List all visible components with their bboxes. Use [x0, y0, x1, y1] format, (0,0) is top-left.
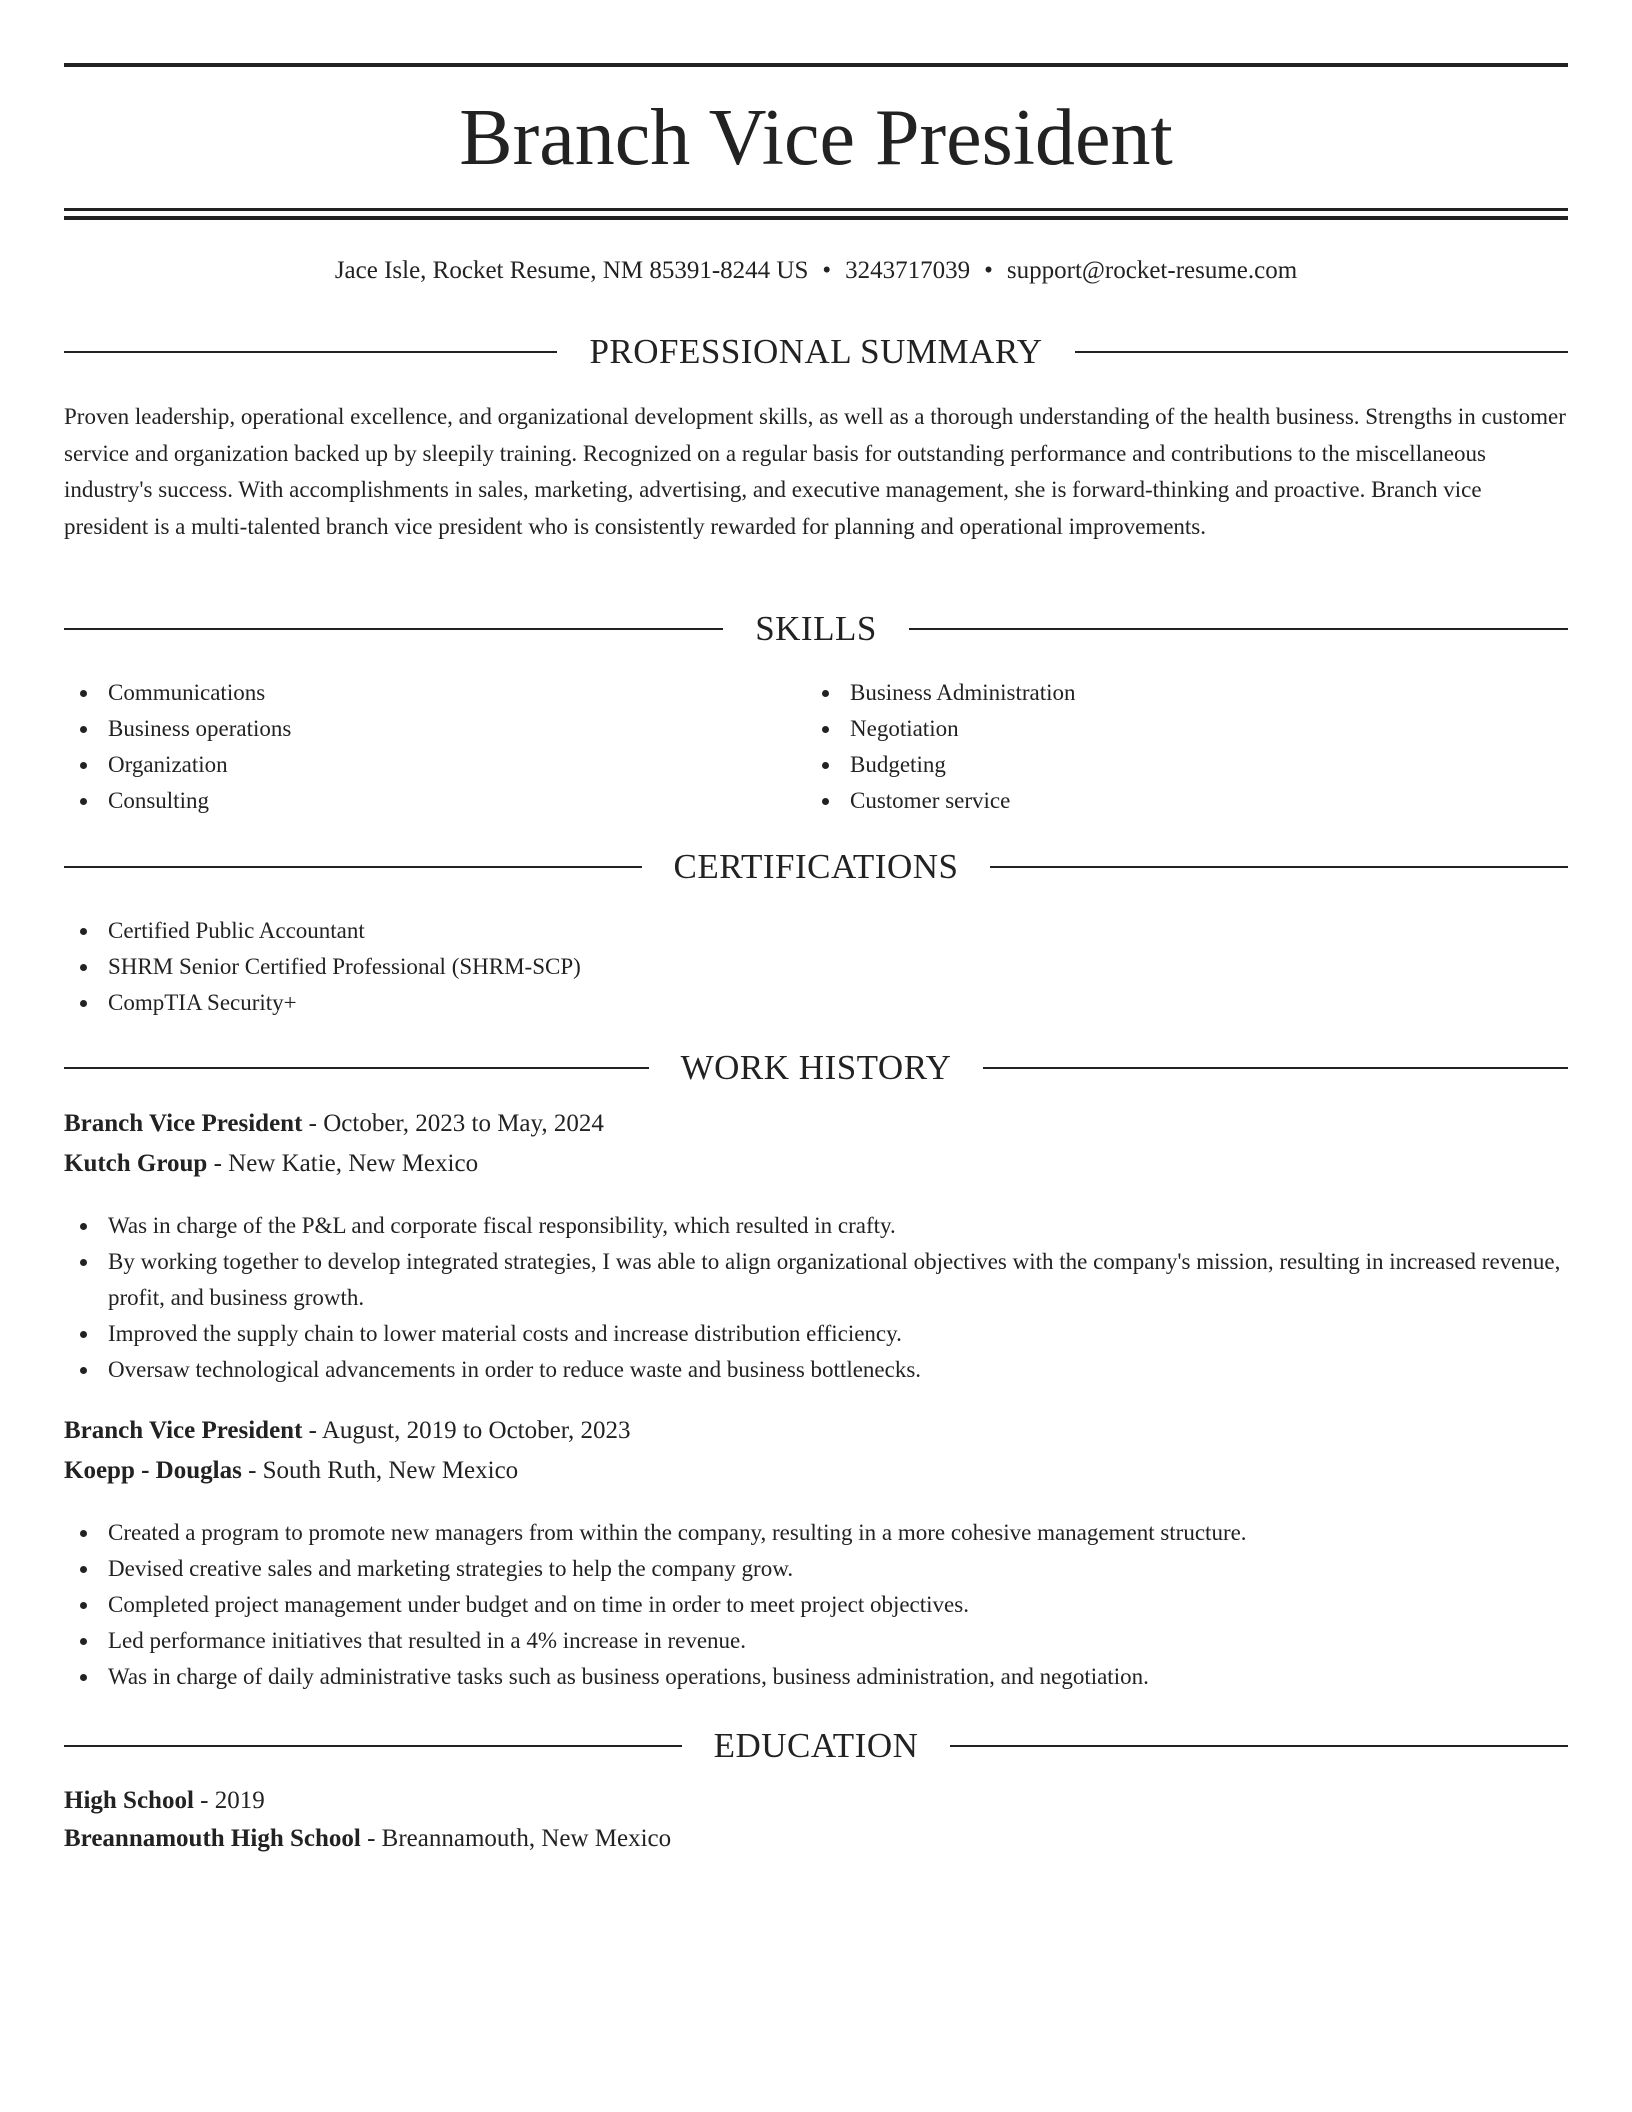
- heading-label: SKILLS: [755, 609, 877, 648]
- heading-rule: [990, 866, 1568, 868]
- job-company-line: [64, 1147, 1568, 1181]
- heading-rule: [64, 1067, 649, 1069]
- certification-item: CompTIA Security+: [64, 985, 1568, 1021]
- skill-item: Budgeting: [806, 747, 1568, 783]
- job-dates: - August, 2019 to October, 2023: [302, 1417, 631, 1444]
- heading-rule: [1075, 351, 1568, 353]
- job-bullet: Created a program to promote new managers from within the company, resulting in a more cohesive management structure.: [64, 1515, 1568, 1551]
- heading-label: WORK HISTORY: [680, 1048, 952, 1087]
- skills-list-left: [64, 675, 806, 819]
- job-company: Kutch Group: [64, 1150, 208, 1177]
- heading-label: CERTIFICATIONS: [673, 847, 959, 886]
- heading-rule: [64, 351, 557, 353]
- skill-item: Negotiation: [806, 711, 1568, 747]
- job-bullet: Was in charge of daily administrative tasks such as business operations, business administration, and negotiation.: [64, 1659, 1568, 1695]
- certifications-list: [64, 913, 1568, 1021]
- job-title-line: [64, 1107, 1568, 1141]
- education-school: Breannamouth High School: [64, 1825, 361, 1852]
- heading-label: EDUCATION: [713, 1726, 919, 1765]
- skill-item: Organization: [64, 747, 806, 783]
- heading-rule: [983, 1067, 1568, 1069]
- skill-item: Communications: [64, 675, 806, 711]
- job-bullet: Completed project management under budget and on time in order to meet project objectives.: [64, 1587, 1568, 1623]
- heading-rule: [64, 866, 642, 868]
- top-rule: [64, 63, 1568, 67]
- summary-text: Proven leadership, operational excellence, and organizational development skills, as well as a thorough understanding of the health business. Strengths in customer service and organization backed up by sleepily training. Recognized on a regular basis for outstanding performance and contributions to the miscellaneous industry's success. With accomplishments in sales, marketing, advertising, and executive management, she is forward-thinking and proactive. Branch vice president is a multi-talented branch vice president who is consistently rewarded for planning and operational improvements.: [64, 404, 1566, 539]
- skills-list-right: [806, 675, 1568, 819]
- heading-rule: [909, 628, 1568, 630]
- job-company-line: [64, 1454, 1568, 1488]
- title-rule-lower: [64, 216, 1568, 220]
- education-school-line: [64, 1822, 1568, 1856]
- education-degree-line: [64, 1784, 1568, 1818]
- page-title: Branch Vice President: [459, 94, 1173, 182]
- heading-rule: [64, 628, 723, 630]
- skill-item: Business Administration: [806, 675, 1568, 711]
- job-dates: - October, 2023 to May, 2024: [302, 1110, 604, 1137]
- job-title: Branch Vice President: [64, 1110, 303, 1137]
- contact-address: Jace Isle, Rocket Resume, NM 85391-8244 US: [334, 257, 809, 284]
- skill-item: Consulting: [64, 783, 806, 819]
- section-heading-certifications: [64, 845, 1568, 889]
- section-heading-skills: [64, 607, 1568, 651]
- education-year: - 2019: [193, 1787, 265, 1814]
- section-heading-summary: [64, 330, 1568, 374]
- job-bullets: [64, 1515, 1568, 1695]
- education-location: - Breannamouth, New Mexico: [360, 1825, 672, 1852]
- section-heading-work-history: [64, 1046, 1568, 1090]
- contact-separator: •: [984, 257, 993, 284]
- job-location: - New Katie, New Mexico: [207, 1150, 479, 1177]
- job-title-line: [64, 1414, 1568, 1448]
- contact-phone: 3243717039: [845, 257, 971, 284]
- heading-rule: [950, 1745, 1568, 1747]
- title-rule-upper: [64, 208, 1568, 211]
- contact-line: [64, 254, 1568, 288]
- job-bullets: [64, 1208, 1568, 1388]
- contact-email: support@rocket-resume.com: [1006, 257, 1298, 284]
- heading-rule: [64, 1745, 682, 1747]
- job-bullet: Improved the supply chain to lower material costs and increase distribution efficiency.: [64, 1316, 1568, 1352]
- job-bullet: Led performance initiatives that resulted in a 4% increase in revenue.: [64, 1623, 1568, 1659]
- skill-item: Business operations: [64, 711, 806, 747]
- contact-separator: •: [822, 257, 832, 284]
- job-bullet: By working together to develop integrated strategies, I was able to align organizational objectives with the company's mission, resulting in increased revenue, profit, and business growth.: [64, 1244, 1568, 1316]
- job-location: - South Ruth, New Mexico: [241, 1457, 519, 1484]
- job-bullet: Was in charge of the P&L and corporate fiscal responsibility, which resulted in crafty.: [64, 1208, 1568, 1244]
- job-bullet: Oversaw technological advancements in order to reduce waste and business bottlenecks.: [64, 1352, 1568, 1388]
- heading-label: PROFESSIONAL SUMMARY: [589, 332, 1043, 371]
- education-degree: High School: [64, 1787, 194, 1814]
- certification-item: Certified Public Accountant: [64, 913, 1568, 949]
- skill-item: Customer service: [806, 783, 1568, 819]
- section-heading-education: [64, 1724, 1568, 1768]
- job-bullet: Devised creative sales and marketing strategies to help the company grow.: [64, 1551, 1568, 1587]
- job-company: Koepp - Douglas: [64, 1457, 242, 1484]
- certification-item: SHRM Senior Certified Professional (SHRM-SCP): [64, 949, 1568, 985]
- job-title: Branch Vice President: [64, 1417, 303, 1444]
